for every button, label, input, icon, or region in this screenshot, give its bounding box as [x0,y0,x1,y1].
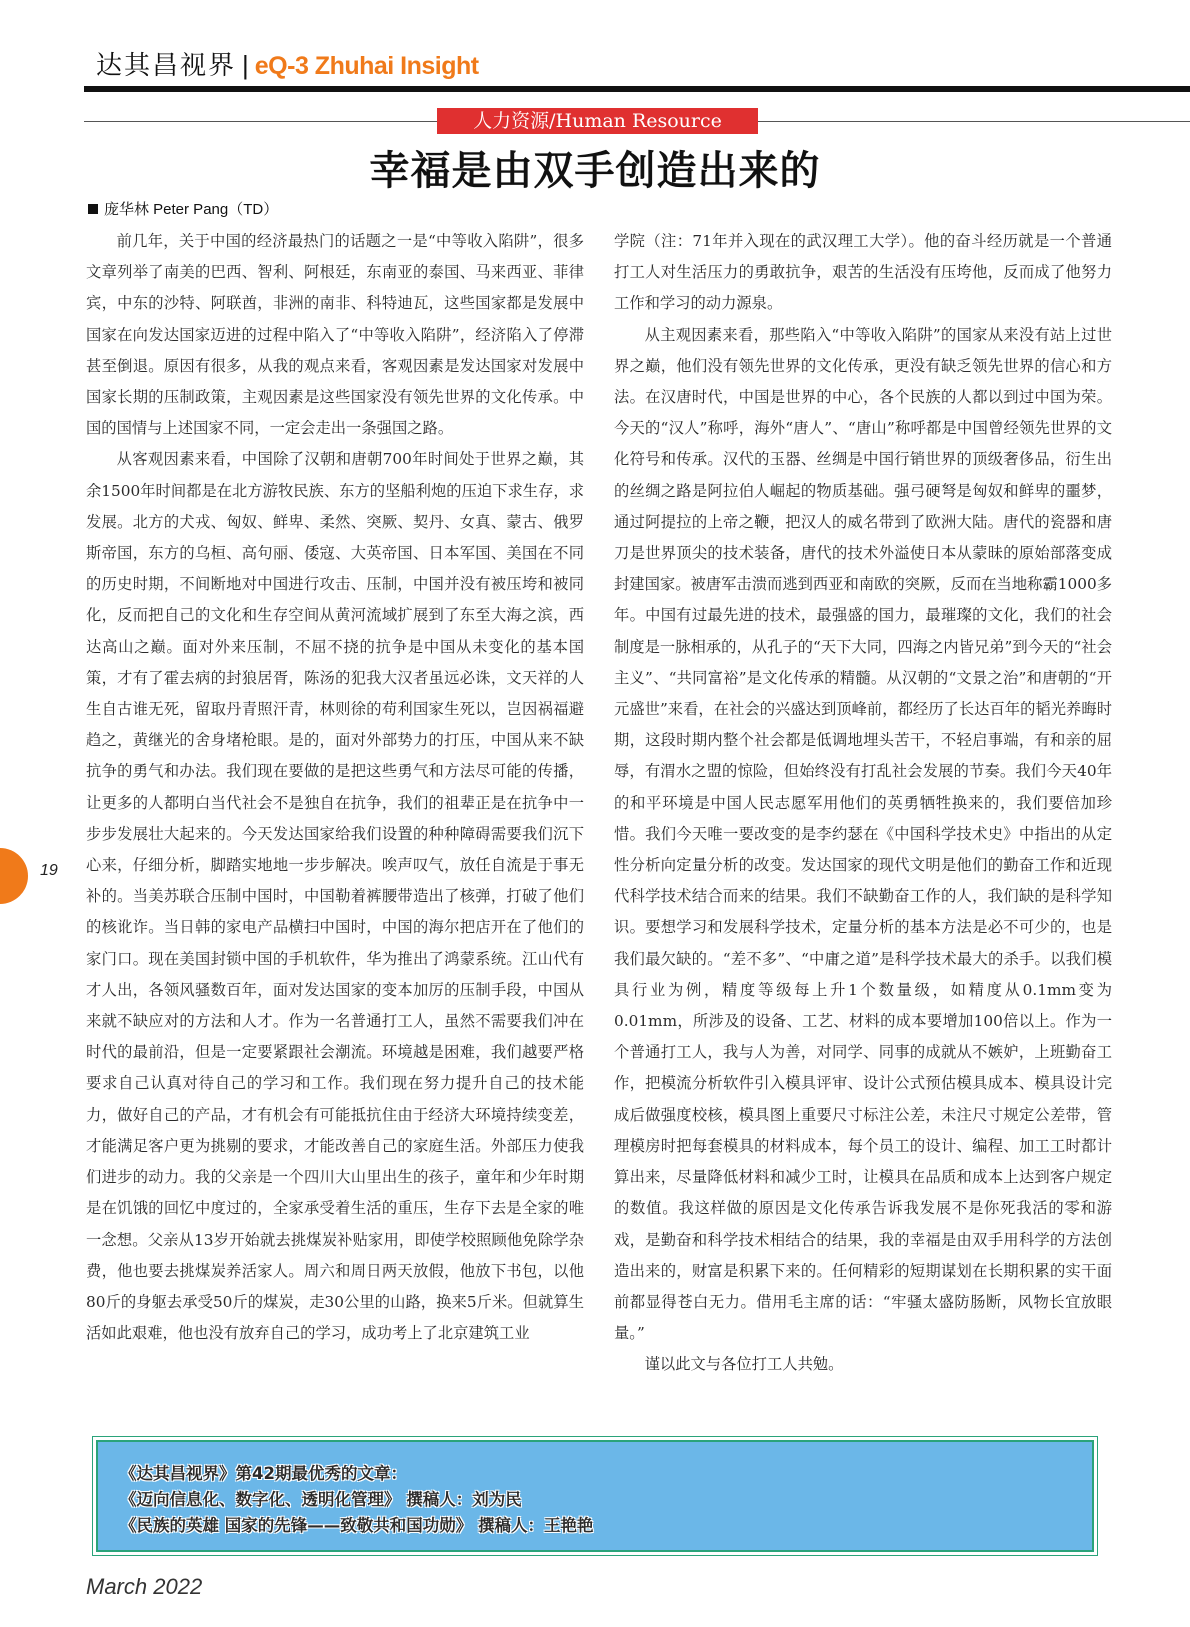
paragraph: 从主观因素来看，那些陷入“中等收入陷阱”的国家从来没有站上过世界之巅，他们没有领先世界的文化传承，更没有缺乏领先世界的信心和方法。在汉唐时代，中国是世界的中心，各个民族的人都以到过中国为荣。今天的“汉人”称呼，海外“唐人”、“唐山”称呼都是中国曾经领先世界的文化符号和传承。汉代的玉器、丝绸是中国行销世界的顶级奢侈品，衍生出的丝绸之路是阿拉伯人崛起的物质基础。强弓硬弩是匈奴和鲜卑的噩梦，通过阿提拉的上帝之鞭，把汉人的威名带到了欧洲大陆。唐代的瓷器和唐刀是世界顶尖的技术装备，唐代的技术外溢使日本从蒙昧的原始部落变成封建国家。被唐军击溃而逃到西亚和南欧的突厥，反而在当地称霸1000多年。中国有过最先进的技术，最强盛的国力，最璀璨的文化，我们的社会制度是一脉相承的，从孔子的“天下大同，四海之内皆兄弟”到今天的“社会主义”、“共同富裕”是文化传承的精髓。从汉朝的“文景之治”和唐朝的“开元盛世”来看，在社会的兴盛达到顶峰前，都经历了长达百年的韬光养晦时期，这段时期内整个社会都是低调地埋头苦干，不轻启事端，有和亲的屈辱，有渭水之盟的惊险，但始终没有打乱社会发展的节奏。我们今天40年的和平环境是中国人民志愿军用他们的英勇牺牲换来的，我们要倍加珍惜。我们今天唯一要改变的是李约瑟在《中国科学技术史》中指出的从定性分析向定量分析的改变。发达国家的现代文明是他们的勤奋工作和近现代科学技术结合而来的结果。我们不缺勤奋工作的人，我们缺的是科学知识。要想学习和发展科学技术，定量分析的基本方法是必不可少的，也是我们最欠缺的。“差不多”、“中庸之道”是科学技术最大的杀手。以我们模具行业为例，精度等级每上升1个数量级，如精度从0.1mm变为0.01mm，所涉及的设备、工艺、材料的成本要增加100倍以上。作为一个普通打工人，我与人为善，对同学、同事的成就从不嫉妒，上班勤奋工作，把模流分析软件引入模具评审、设计公式预估模具成本、模具设计完成后做强度校核，模具图上重要尺寸标注公差，未注尺寸规定公差带，管理模房时把每套模具的材料成本，每个员工的设计、编程、加工工时都计算出来，尽量降低材料和减少工时，让模具在品质和成本上达到客户规定的数值。我这样做的原因是文化传承告诉我发展不是你死我活的零和游戏，是勤奋和科学技术相结合的结果，我的幸福是由双手用科学的方法创造出来的，财富是积累下来的。任何精彩的短期谋划在长期积累的实干面前都显得苍白无力。借用毛主席的话：“牢骚太盛防肠断，风物长宜放眼量。” [614,325,1112,1343]
callout-heading: 《达其昌视界》第42期最优秀的文章： [120,1464,407,1483]
article-title: 幸福是由双手创造出来的 [369,147,821,194]
callout-article-1: 《迈向信息化、数字化、透明化管理》 撰稿人：刘为民 [120,1490,522,1509]
masthead [0,0,1190,96]
publication-name [96,50,479,81]
author-name: 庞华林 Peter Pang（TD） [104,201,279,218]
paragraph: 前几年，关于中国的经济最热门的话题之一是“中等收入陷阱”，很多文章列举了南美的巴西、智利、阿根廷，东南亚的泰国、马来西亚、菲律宾，中东的沙特、阿联酋，非洲的南非、科特迪瓦，这些国家都是发展中国家在向发达国家迈进的过程中陷入了“中等收入陷阱”，经济陷入了停滞甚至倒退。原因有很多，从我的观点来看，客观因素是发达国家对发展中国家长期的压制政策，主观因素是这些国家没有领先世界的文化传承。中国的国情与上述国家不同，一定会走出一条强国之路。 [86,232,584,438]
author-bullet-icon [88,204,98,214]
issue-date: March 2022 [86,1574,203,1599]
page-number: 19 [40,862,58,879]
publication-name-en: eQ-3 Zhuhai Insight [254,52,479,80]
article-column-left [86,226,584,1349]
masthead-separator: | [242,50,249,80]
best-articles-callout [96,1440,1094,1552]
page-tab-marker [0,848,28,904]
paragraph: 学院（注：71年并入现在的武汉理工大学）。他的奋斗经历就是一个普通打工人对生活压力的勇敢抗争，艰苦的生活没有压垮他，反而成了他努力工作和学习的动力源泉。 [614,232,1112,313]
publication-name-cn: 达其昌视界 [96,51,237,81]
paragraph-closing: 谨以此文与各位打工人共勉。 [644,1355,844,1374]
masthead-rule [84,86,1190,92]
article-author [88,199,278,221]
callout-article-2: 《民族的英雄 国家的先锋——致敬共和国功勋》 撰稿人：王艳艳 [120,1516,594,1535]
section-tag: 人力资源/Human Resource [437,108,758,134]
article-column-right [614,226,1112,1381]
paragraph: 从客观因素来看，中国除了汉朝和唐朝700年时间处于世界之巅，其余1500年时间都是在北方游牧民族、东方的坚船利炮的压迫下求生存，求发展。北方的犬戎、匈奴、鲜卑、柔然、突厥、契丹、女真、蒙古、俄罗斯帝国，东方的乌桓、高句丽、倭寇、大英帝国、日本军国、美国在不同的历史时期，不间断地对中国进行攻击、压制，中国并没有被压垮和被同化，反而把自己的文化和生存空间从黄河流域扩展到了东至大海之滨，西达高山之巅。面对外来压制，不屈不挠的抗争是中国从未变化的基本国策，才有了霍去病的封狼居胥，陈汤的犯我大汉者虽远必诛，文天祥的人生自古谁无死，留取丹青照汗青，林则徐的苟利国家生死以，岂因祸福避趋之，黄继光的舍身堵枪眼。是的，面对外部势力的打压，中国从来不缺抗争的勇气和办法。我们现在要做的是把这些勇气和方法尽可能的传播，让更多的人都明白当代社会不是独自在抗争，我们的祖辈正是在抗争中一步步发展壮大起来的。今天发达国家给我们设置的种种障碍需要我们沉下心来，仔细分析，脚踏实地地一步步解决。唉声叹气，放任自流是于事无补的。当美苏联合压制中国时，中国勒着裤腰带造出了核弹，打破了他们的核讹诈。当日韩的家电产品横扫中国时，中国的海尔把店开在了他们的家门口。现在美国封锁中国的手机软件，华为推出了鸿蒙系统。江山代有才人出，各领风骚数百年，面对发达国家的变本加厉的压制手段，中国从来就不缺应对的方法和人才。作为一名普通打工人，虽然不需要我们冲在时代的最前沿，但是一定要紧跟社会潮流。环境越是困难，我们越要严格要求自己认真对待自己的学习和工作。我们现在努力提升自己的技术能力，做好自己的产品，才有机会有可能抵抗住由于经济大环境持续变差，才能满足客户更为挑剔的要求，才能改善自己的家庭生活。外部压力使我们进步的动力。我的父亲是一个四川大山里出生的孩子，童年和少年时期是在饥饿的回忆中度过的，全家承受着生活的重压，生存下去是全家的唯一念想。父亲从13岁开始就去挑煤炭补贴家用，即使学校照顾他免除学杂费，他也要去挑煤炭养活家人。周六和周日两天放假，他放下书包，以他80斤的身躯去承受50斤的煤炭，走30公里的山路，换来5斤米。但就算生活如此艰难，他也没有放弃自己的学习，成功考上了北京建筑工业 [86,450,584,1343]
